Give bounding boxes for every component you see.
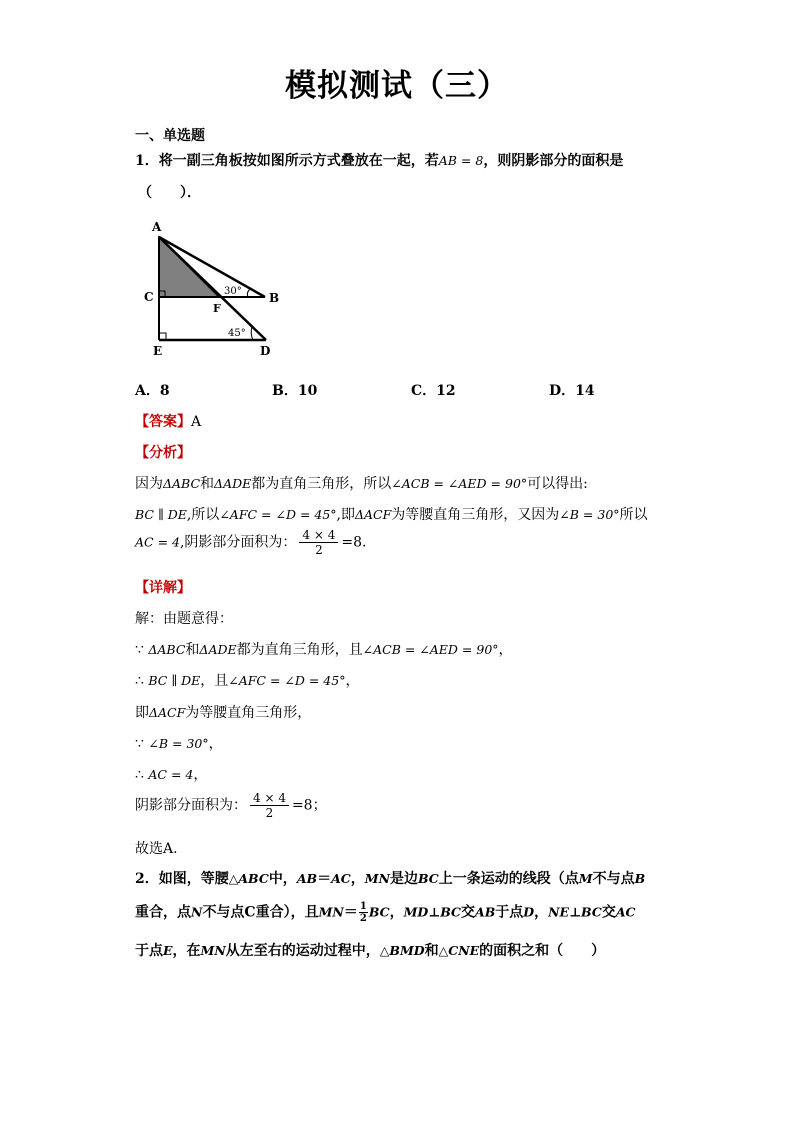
math-e: E xyxy=(163,943,173,958)
text: 都为直角三角形，且 xyxy=(236,642,363,658)
fraction xyxy=(299,528,338,557)
q1-option-c[interactable] xyxy=(411,380,456,400)
text: 从左至右的运动过程中， xyxy=(225,943,380,959)
detail-line-8: 故选A. xyxy=(135,841,178,857)
math-md-perp: MD⊥BC xyxy=(403,904,461,920)
text: ,即 xyxy=(336,507,355,523)
fraction-half xyxy=(359,901,368,924)
math-ne-perp: NE⊥BC xyxy=(548,904,602,920)
text: 和 xyxy=(200,476,215,492)
section-heading: 一、单选题 xyxy=(135,128,205,144)
label-c: C xyxy=(144,290,154,304)
angle-label-b: 30° xyxy=(224,286,242,297)
text: 于点 xyxy=(135,943,163,959)
text: 为等腰直角三角形， xyxy=(185,705,312,721)
text: 不与点C重合），且 xyxy=(202,904,319,921)
denominator: 2 xyxy=(265,806,274,820)
text: ，且 xyxy=(200,673,229,689)
option-value: 8 xyxy=(159,383,170,399)
denominator: 2 xyxy=(359,913,367,924)
because-symbol: ∵ xyxy=(135,736,144,752)
math-m: M xyxy=(578,871,593,886)
option-letter: D． xyxy=(549,383,576,399)
math-angle-eq: ∠ACB = ∠AED = 90° xyxy=(391,476,528,491)
math-ab: AB xyxy=(296,871,318,886)
detail-line-6 xyxy=(135,764,207,784)
text: ,阴影部分面积为： xyxy=(179,534,297,551)
math-angle-b: ∠B = 30° xyxy=(148,736,209,751)
label-e: E xyxy=(153,344,163,358)
therefore-symbol: ∴ xyxy=(135,767,144,783)
text: 于点 xyxy=(495,904,524,921)
q2-line-1 xyxy=(135,868,645,888)
label-a: A xyxy=(152,220,162,234)
analysis-line-3 xyxy=(135,528,366,557)
text: 中， xyxy=(268,871,297,887)
math-ade: ΔADE xyxy=(214,476,252,491)
answer-value: A xyxy=(191,414,202,430)
text: 都为直角三角形，所以 xyxy=(251,476,392,492)
page-title: 模拟测试（三） xyxy=(285,68,509,104)
label-b: B xyxy=(269,291,280,305)
q1-option-d[interactable] xyxy=(549,380,595,400)
text: ＝ xyxy=(343,904,358,921)
detail-line-2 xyxy=(135,639,513,659)
math-b: B xyxy=(634,871,646,886)
detail-line-4 xyxy=(135,702,311,722)
math-ac: AC xyxy=(331,871,351,886)
q1-figure xyxy=(140,215,290,365)
math-ac: AC = 4 xyxy=(148,767,194,782)
option-value: 10 xyxy=(297,383,318,399)
q2-line-2 xyxy=(135,901,635,924)
math-bc: BC xyxy=(368,904,390,920)
option-value: 14 xyxy=(575,383,595,399)
detail-line-1: 解：由题意得： xyxy=(135,611,233,627)
math-angle-afc: ∠AFC = ∠D = 45° xyxy=(228,673,346,688)
text: 上一条运动的线段（点 xyxy=(438,871,579,887)
math-abc: △ABC xyxy=(228,871,269,886)
text: ,所以 xyxy=(186,507,220,523)
option-letter: A． xyxy=(135,383,160,399)
math-bc: BC xyxy=(418,871,439,886)
text: ， xyxy=(350,871,365,887)
math-ade: ΔADE xyxy=(199,642,237,657)
q1-option-b[interactable] xyxy=(272,380,317,400)
q1-text-before: 将一副三角板按如图所示方式叠放在一起，若 xyxy=(158,153,439,169)
text: ， xyxy=(193,767,208,783)
q1-answer xyxy=(135,411,201,431)
analysis-line-2 xyxy=(135,504,648,524)
text: 交 xyxy=(461,904,475,921)
math-ac: AC xyxy=(615,904,636,920)
text: =8. xyxy=(341,534,367,551)
text: 所以 xyxy=(619,507,648,523)
option-letter: C． xyxy=(411,383,437,399)
option-value: 12 xyxy=(436,383,456,399)
q2-line-3 xyxy=(135,940,605,960)
q1-formula: AB = 8 xyxy=(438,153,484,168)
text: ， xyxy=(208,736,223,752)
text: 可以得出: xyxy=(527,476,588,492)
math-ac: AC = 4 xyxy=(135,534,180,550)
math-parallel: BC ∥ DE xyxy=(148,673,201,688)
math-parallel: BC ∥ DE xyxy=(135,507,187,522)
math-acf: ΔACF xyxy=(149,705,186,720)
denominator: 2 xyxy=(315,543,323,557)
math-mn: MN xyxy=(364,871,390,886)
math-mn: MN xyxy=(318,904,344,920)
math-mn: MN xyxy=(200,943,226,958)
text: 的面积之和（ ） xyxy=(479,943,606,959)
detail-line-5 xyxy=(135,733,223,753)
math-angle-afc: ∠AFC = ∠D = 45° xyxy=(219,507,337,522)
text: 阴影部分面积为： xyxy=(135,797,247,814)
text: 不与点 xyxy=(592,871,635,887)
text: 和 xyxy=(185,642,200,658)
option-letter: B． xyxy=(272,383,298,399)
q1-option-a[interactable] xyxy=(135,380,170,400)
label-d: D xyxy=(260,344,271,358)
label-f: F xyxy=(213,302,221,315)
text: 交 xyxy=(601,904,616,921)
math-ab: AB xyxy=(475,904,496,920)
q1-text-after: ，则阴影部分的面积是 xyxy=(483,153,624,169)
numerator: 1 xyxy=(359,901,367,912)
math-bmd: △BMD xyxy=(379,943,425,958)
math-angle-eq: ∠ACB = ∠AED = 90° xyxy=(362,642,499,657)
text: 即 xyxy=(135,705,149,721)
fraction xyxy=(250,791,289,820)
numerator: 4 × 4 xyxy=(299,528,338,543)
analysis-label: 【分析】 xyxy=(135,445,191,461)
angle-label-d: 45° xyxy=(228,328,246,339)
q1-blank: （ ）． xyxy=(138,185,201,201)
text: ， xyxy=(389,904,404,921)
text: 为等腰直角三角形，又因为 xyxy=(391,507,560,523)
detail-label: 【详解】 xyxy=(135,580,191,596)
math-angle-b: ∠B = 30° xyxy=(559,507,620,522)
text: ， xyxy=(534,904,549,921)
text: 是边 xyxy=(390,871,418,887)
math-abc: ΔABC xyxy=(148,642,186,657)
answer-label: 【答案】 xyxy=(135,414,191,430)
text: 重合，点 xyxy=(135,904,191,921)
text: =8； xyxy=(291,797,327,814)
therefore-symbol: ∴ xyxy=(135,673,144,689)
text: ， xyxy=(498,642,513,658)
detail-line-3 xyxy=(135,670,359,690)
analysis-line-1 xyxy=(135,473,588,493)
text: ＝ xyxy=(317,871,332,887)
detail-line-7 xyxy=(135,791,327,820)
text: 2．如图，等腰 xyxy=(135,871,229,887)
because-symbol: ∵ xyxy=(135,642,144,658)
math-abc: ΔABC xyxy=(163,476,201,491)
text: 因为 xyxy=(135,476,163,492)
math-acf: ΔACF xyxy=(355,507,392,522)
q1-stem xyxy=(135,150,623,170)
text: ，在 xyxy=(172,943,201,959)
math-d: D xyxy=(523,904,535,920)
math-cne: △CNE xyxy=(438,943,480,958)
angle-arc-b xyxy=(247,289,250,297)
math-n: N xyxy=(191,904,203,920)
q1-number: 1． xyxy=(135,153,159,169)
numerator: 4 × 4 xyxy=(250,791,289,806)
text: ， xyxy=(345,673,360,689)
text: 和 xyxy=(424,943,439,959)
